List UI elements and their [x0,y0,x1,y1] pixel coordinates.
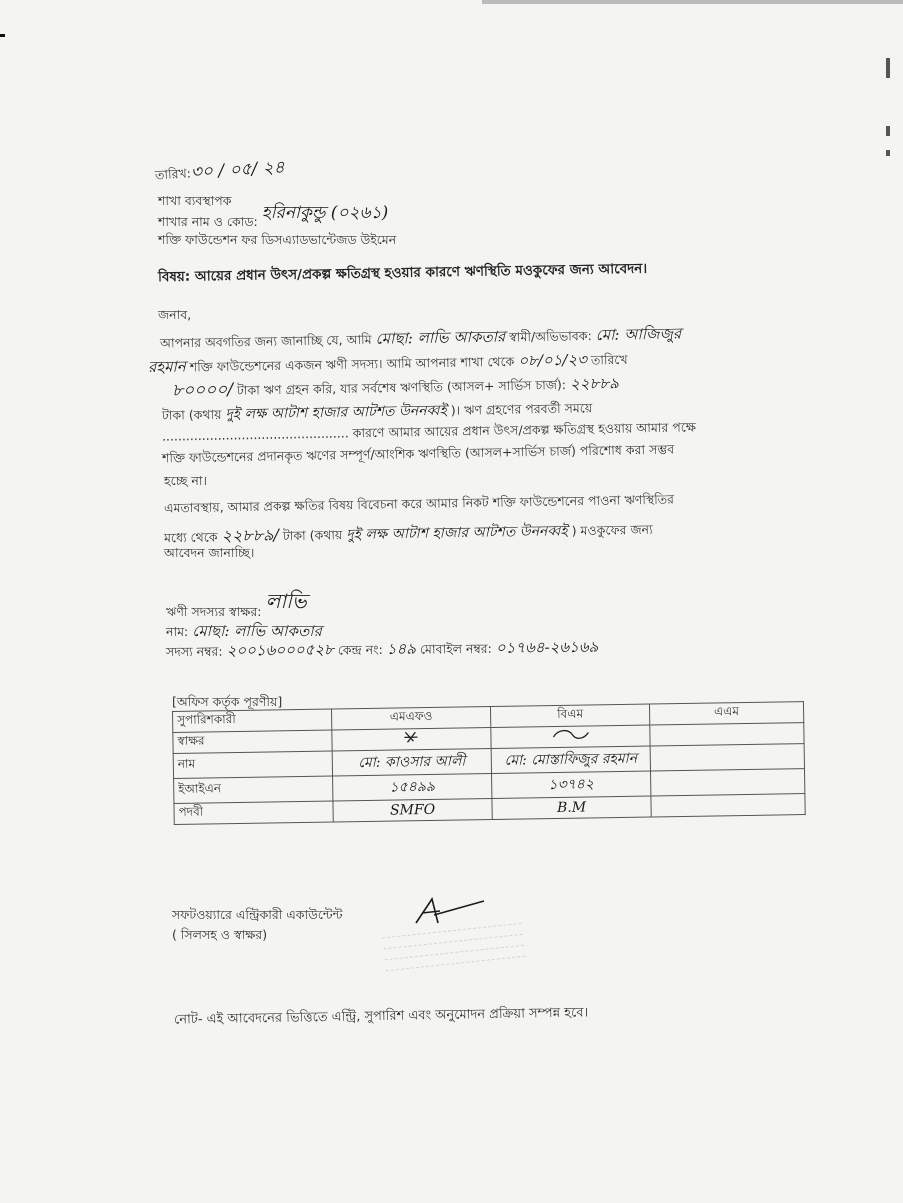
am-signature [650,723,804,746]
guardian-name-handwritten: মো: আজিজুর [595,324,682,344]
am-ein [651,769,805,796]
mfo-designation: SMFO [333,798,492,821]
loan-date-handwritten: ০৮/০১/২৩ [518,350,588,370]
waiver-in-words-handwritten: দুই লক্ষ আটাশ হাজার আটশত উননব্বই [346,523,568,544]
waiver-amount-handwritten: ২২৮৮৯/ [221,525,280,546]
footer-note: নোট- এই আবেদনের ভিত্তিতে এন্ট্রি, সুপারিশ এবং অনুমোদন প্রক্রিয়া সম্পন্ন হবে। [173,1005,589,1028]
branch-label: শাখার নাম ও কোড: [158,214,258,229]
accountant-sublabel: ( সিলসহ ও স্বাক্ষর) [172,927,268,942]
bm-signature [491,725,650,748]
para2-line3: আবেদন জানাচ্ছি। [164,545,255,560]
mfo-ein: ১৫৪৯৯ [333,773,492,800]
member-signature-label: ঋণী সদস্যর স্বাক্ষর: [166,604,262,619]
bm-designation: B.M [492,796,651,819]
para1-line5: ............................................... কারণে আমার আয়ের প্রধান উৎস/প্রকল্প ক্ষতিগ্রস্থ হওয়ায় আমার পক্ষে [161,419,697,444]
member-no-value: ২০০১৬০০০৫২৮ [226,640,334,660]
column-header: এমএফও [331,706,490,729]
am-designation [651,794,805,817]
bm-ein: ১৩৭৪২ [492,771,651,798]
center-value: ১৪৯ [386,639,417,658]
scan-edge-right-mark [886,58,890,78]
para2-line1: এমতাবস্থায়, আমার প্রকল্প ক্ষতির বিষয় বিবেচনা করে আমার নিকট শক্তি ফাউন্ডেশনের পাওনা ঋণস্থিতির [163,491,675,516]
center-label: কেন্দ্র নং: [337,641,383,658]
date-row [154,155,285,190]
applicant-name-handwritten: মোছা: লাভি আকতার [375,327,506,348]
scan-edge-top [482,0,903,4]
branch-value: হরিনাকুন্ডু (০২৬১) [261,203,389,223]
balance-in-words-handwritten: দুই লক্ষ আটাশ হাজার আটশত উননব্বই [225,402,447,423]
para1-line7: হচ্ছে না। [164,473,207,488]
scan-edge-right-mark [886,150,890,156]
member-name-label: নাম: [166,624,189,639]
para1-line3: ৮০০০০/ টাকা ঋণ গ্রহন করি, যার সর্বশেষ ঋণস্থিতি (আসল+ সার্ভিস চার্জ): ২২৮৮৯ [171,374,619,401]
column-header: বিএম [490,704,649,727]
para1-line1: আপনার অবগতির জন্য জানাচ্ছি যে, আমি মোছা: লাভি আকতার স্বামী/অভিভাবক: মো: আজিজুর [159,324,682,351]
bm-name: মো: মোস্তাফিজুর রহমান [491,746,650,773]
loan-balance-handwritten: ২২৮৮৯ [569,374,619,393]
para1-line4: টাকা (কথায় দুই লক্ষ আটাশ হাজার আটশত উননব্বই )। ঋণ গ্রহণের পরবর্তী সময়ে [161,400,593,423]
office-section-heading: [অফিস কর্তৃক পূরণীয়] [172,694,283,709]
member-name-value: মোছা: লাভি আকতার [192,622,322,640]
subject-line: বিষয়: আয়ের প্রধান উৎস/প্রকল্প ক্ষতিগ্রস্থ হওয়ার কারণে ঋণস্থিতি মওকুফের জন্য আবেদন। [157,260,648,286]
accountant-label: সফটওয়্যারে এন্ট্রিকারী একাউন্টেন্ট [172,907,343,922]
column-header: এএম [649,702,803,725]
faded-office-stamp [382,923,528,997]
office-recommendation-table [172,701,806,825]
para1-line2: রহমান শক্তি ফাউন্ডেশনের একজন ঋণী সদস্য। আমি আপনার শাখা থেকে ০৮/০১/২৩ তারিখে [147,350,628,377]
signature-mark [401,729,421,745]
signature-mark [550,726,590,743]
recipient-title: শাখা ব্যবস্থাপক [158,193,232,208]
row-label: ইআইএন [174,776,333,803]
mobile-label: মোবাইল নম্বর: [419,640,492,657]
row-label: নাম [173,751,332,778]
member-details-row [166,636,599,666]
mfo-signature [332,727,491,750]
mobile-value: ০১৭৬৪-২৬১৬৯ [495,637,599,657]
scan-edge-right-mark [886,126,890,136]
column-header: সুপারিশকারী [173,709,332,732]
organization-line: শক্তি ফাউন্ডেশন ফর ডিসএ্যাডভান্টেজড উইমেন [158,232,397,247]
member-no-label: সদস্য নম্বর: [165,643,223,660]
para2-line2: মধ্যে থেকে ২২৮৮৯/ টাকা (কথায় দুই লক্ষ আটাশ হাজার আটশত উননব্বই ) মওকুফের জন্য [163,521,653,546]
date-label: তারিখ: [154,165,192,183]
scan-edge-left-mark [0,34,5,37]
row-label: স্বাক্ষর [173,730,332,753]
row-label: পদবী [174,801,333,824]
loan-amount-handwritten: ৮০০০০/ [171,379,234,401]
para1-line6: শক্তি ফাউন্ডেশনের প্রদানকৃত ঋণের সম্পূর্ণ/আংশিক ঋণস্থিতি (আসল+সার্ভিস চার্জ) পরিশোধ করা সম্ভব [161,441,675,466]
member-signature: লাভি [265,589,307,613]
date-value: ৩০ / ০৫/ ২৪ [190,157,286,183]
mfo-name: মো: কাওসার আলী [332,748,491,775]
salutation: জনাব, [158,307,192,322]
am-name [650,744,804,771]
